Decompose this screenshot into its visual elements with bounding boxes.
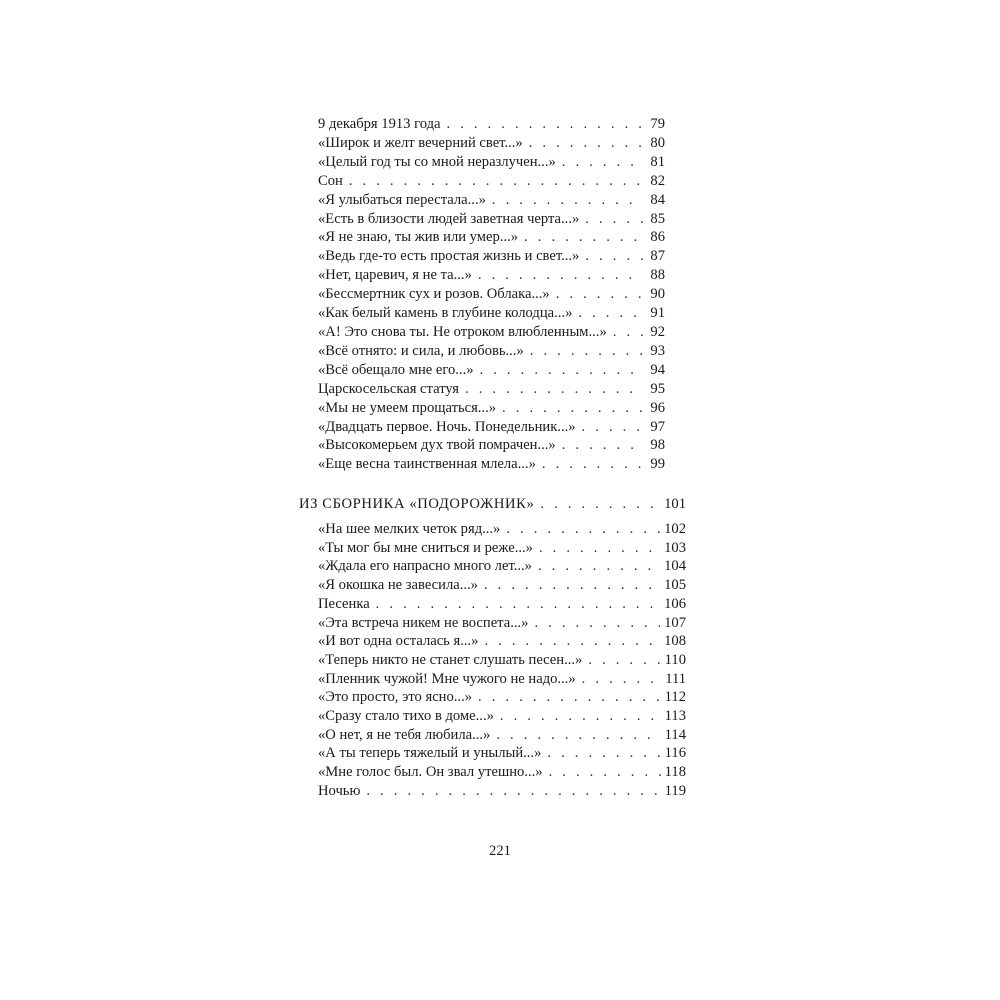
toc-entry-title: «А ты теперь тяжелый и унылый...» bbox=[318, 745, 542, 762]
toc-entry-title: «Всё отнято: и сила, и любовь...» bbox=[318, 342, 524, 359]
dot-leader bbox=[542, 455, 643, 474]
dot-leader bbox=[502, 399, 643, 418]
toc-entry bbox=[318, 688, 686, 707]
toc-entry bbox=[318, 576, 686, 595]
toc-entry-page: 111 bbox=[665, 670, 686, 687]
toc-entry-page: 108 bbox=[664, 633, 686, 650]
toc-entry bbox=[318, 595, 686, 614]
dot-leader bbox=[478, 266, 643, 285]
toc-entry-page: 103 bbox=[664, 539, 686, 556]
toc-entry-page: 85 bbox=[650, 210, 665, 227]
toc-entry-title: Песенка bbox=[318, 595, 370, 612]
toc-entry-page: 82 bbox=[650, 172, 665, 189]
dot-leader bbox=[366, 782, 660, 801]
dot-leader bbox=[376, 595, 660, 614]
toc-entry-page: 86 bbox=[650, 229, 665, 246]
toc-entry-page: 107 bbox=[664, 614, 686, 631]
dot-leader bbox=[549, 763, 661, 782]
dot-leader bbox=[585, 210, 643, 229]
dot-leader bbox=[534, 614, 660, 633]
dot-leader bbox=[480, 361, 643, 380]
toc-entry-page: 94 bbox=[650, 361, 665, 378]
toc-entry-title: «Нет, царевич, я не та...» bbox=[318, 267, 472, 284]
toc-entry-title: 9 декабря 1913 года bbox=[318, 116, 441, 132]
toc-entry-title: Сон bbox=[318, 172, 343, 189]
dot-leader bbox=[524, 228, 643, 247]
toc-entry-page: 105 bbox=[664, 577, 686, 594]
dot-leader bbox=[547, 744, 660, 763]
toc-entry-title: «О нет, я не тебя любила...» bbox=[318, 726, 491, 743]
dot-leader bbox=[562, 153, 643, 172]
section-title: ИЗ СБОРНИКА «ПОДОРОЖНИК» bbox=[299, 496, 535, 512]
toc-entry-page: 112 bbox=[664, 689, 686, 706]
toc-entry-page: 91 bbox=[650, 305, 665, 322]
toc-entry bbox=[318, 361, 665, 380]
dot-leader bbox=[578, 304, 643, 323]
toc-entry bbox=[318, 247, 665, 266]
section-heading bbox=[299, 495, 686, 514]
toc-entry-title: «Ты мог бы мне сниться и реже...» bbox=[318, 539, 533, 556]
toc-entry-page: 96 bbox=[650, 399, 665, 416]
toc-entry-page: 102 bbox=[664, 521, 686, 537]
toc-entry-page: 106 bbox=[664, 595, 686, 612]
toc-entry bbox=[318, 436, 665, 455]
dot-leader bbox=[496, 726, 660, 745]
toc-entry-title: «Сразу стало тихо в доме...» bbox=[318, 708, 494, 725]
toc-entry-title: «Ждала его напрасно много лет...» bbox=[318, 558, 532, 575]
toc-entry-title: «Мы не умеем прощаться...» bbox=[318, 399, 497, 416]
toc-entry-title: «Я не знаю, ты жив или умер...» bbox=[318, 229, 519, 246]
dot-leader bbox=[613, 323, 643, 342]
toc-entry bbox=[318, 210, 665, 229]
toc-entry-page: 79 bbox=[650, 116, 665, 132]
toc-entry-title: «Мне голос был. Он звал утешно...» bbox=[318, 764, 543, 781]
toc-entry-title: Ночью bbox=[318, 782, 361, 799]
toc-entry-page: 104 bbox=[664, 558, 686, 575]
dot-leader bbox=[538, 557, 660, 576]
toc-entry-title: «Как белый камень в глубине колодца...» bbox=[318, 305, 573, 322]
dot-leader bbox=[500, 707, 661, 726]
toc-entry-page: 113 bbox=[664, 708, 686, 725]
toc-entry-page: 116 bbox=[664, 745, 686, 762]
toc-entry-title: «На шее мелких четок ряд...» bbox=[318, 521, 501, 537]
toc-entry bbox=[318, 380, 665, 399]
toc-entry-title: «Теперь никто не станет слушать песен...» bbox=[318, 651, 583, 668]
dot-leader bbox=[582, 670, 662, 689]
toc-entry bbox=[318, 726, 686, 745]
dot-leader bbox=[447, 115, 643, 134]
toc-entry-title: «Есть в близости людей заветная черта...» bbox=[318, 210, 580, 227]
dot-leader bbox=[529, 134, 643, 153]
toc-entry bbox=[318, 399, 665, 418]
toc-entry-title: «Двадцать первое. Ночь. Понедельник...» bbox=[318, 418, 576, 435]
toc-entry-title: «Широк и желт вечерний свет...» bbox=[318, 134, 523, 151]
dot-leader bbox=[556, 285, 643, 304]
toc-entry-page: 88 bbox=[650, 267, 665, 284]
toc-list-part2 bbox=[318, 520, 686, 801]
toc-entry-page: 99 bbox=[650, 456, 665, 473]
toc-entry-title: «Всё обещало мне его...» bbox=[318, 361, 474, 378]
toc-entry bbox=[318, 191, 665, 210]
toc-entry-title: «Высокомерьем дух твой помрачен...» bbox=[318, 437, 556, 454]
toc-entry bbox=[318, 285, 665, 304]
toc-entry bbox=[318, 342, 665, 361]
dot-leader bbox=[540, 495, 660, 514]
toc-entry-title: «Пленник чужой! Мне чужого не надо...» bbox=[318, 670, 576, 687]
toc-entry-page: 118 bbox=[664, 764, 686, 781]
dot-leader bbox=[465, 380, 643, 399]
toc-entry-page: 92 bbox=[650, 323, 665, 340]
dot-leader bbox=[478, 688, 661, 707]
dot-leader bbox=[484, 632, 660, 651]
dot-leader bbox=[588, 651, 660, 670]
toc-entry-title: «Еще весна таинственная млела...» bbox=[318, 456, 536, 473]
toc-entry bbox=[318, 115, 665, 134]
toc-entry bbox=[318, 455, 665, 474]
dot-leader bbox=[539, 539, 660, 558]
dot-leader bbox=[349, 172, 643, 191]
toc-entry bbox=[318, 614, 686, 633]
toc-entry-title: «Ведь где-то есть простая жизнь и свет...» bbox=[318, 248, 580, 265]
toc-entry-page: 80 bbox=[650, 134, 665, 151]
toc-entry bbox=[318, 539, 686, 558]
toc-list-part1 bbox=[318, 115, 665, 474]
page-number: 221 bbox=[489, 843, 511, 859]
dot-leader bbox=[506, 520, 660, 539]
toc-entry bbox=[318, 632, 686, 651]
toc-entry-page: 84 bbox=[650, 191, 665, 208]
toc-entry-title: «Это просто, это ясно...» bbox=[318, 689, 473, 706]
toc-entry-page: 95 bbox=[650, 380, 665, 397]
toc-entry-title: «Я окошка не завесила...» bbox=[318, 577, 478, 594]
toc-entry bbox=[318, 651, 686, 670]
toc-entry-page: 97 bbox=[650, 418, 665, 435]
toc-entry bbox=[318, 670, 686, 689]
toc-entry bbox=[318, 782, 686, 801]
section-page: 101 bbox=[664, 496, 686, 512]
toc-entry bbox=[318, 153, 665, 172]
toc-entry-title: «А! Это снова ты. Не отроком влюбленным...» bbox=[318, 323, 607, 340]
toc-entry-page: 98 bbox=[650, 437, 665, 454]
toc-entry-title: «Целый год ты со мной неразлучен...» bbox=[318, 153, 556, 170]
toc-entry bbox=[318, 744, 686, 763]
toc-entry-page: 90 bbox=[650, 286, 665, 303]
dot-leader bbox=[562, 436, 643, 455]
toc-entry-title: «И вот одна осталась я...» bbox=[318, 633, 479, 650]
toc-entry-page: 114 bbox=[664, 726, 686, 743]
toc-entry-title: «Бессмертник сух и розов. Облака...» bbox=[318, 286, 550, 303]
toc-entry bbox=[318, 304, 665, 323]
toc-entry-page: 119 bbox=[664, 782, 686, 799]
toc-entry bbox=[318, 520, 686, 539]
dot-leader bbox=[582, 418, 643, 437]
dot-leader bbox=[585, 247, 643, 266]
toc-entry bbox=[318, 134, 665, 153]
toc-entry-page: 87 bbox=[650, 248, 665, 265]
dot-leader bbox=[530, 342, 643, 361]
toc-entry bbox=[318, 557, 686, 576]
dot-leader bbox=[492, 191, 643, 210]
toc-entry-page: 93 bbox=[650, 342, 665, 359]
toc-entry-title: «Я улыбаться перестала...» bbox=[318, 191, 486, 208]
toc-entry-page: 110 bbox=[664, 651, 686, 668]
toc-entry bbox=[318, 266, 665, 285]
toc-entry bbox=[318, 228, 665, 247]
toc-entry bbox=[318, 323, 665, 342]
toc-entry bbox=[318, 418, 665, 437]
toc-entry bbox=[318, 707, 686, 726]
toc-entry-title: «Эта встреча никем не воспета...» bbox=[318, 614, 529, 631]
dot-leader bbox=[484, 576, 660, 595]
toc-entry bbox=[318, 763, 686, 782]
toc-entry-title: Царскосельская статуя bbox=[318, 380, 460, 397]
toc-entry bbox=[318, 172, 665, 191]
toc-entry-page: 81 bbox=[650, 153, 665, 170]
